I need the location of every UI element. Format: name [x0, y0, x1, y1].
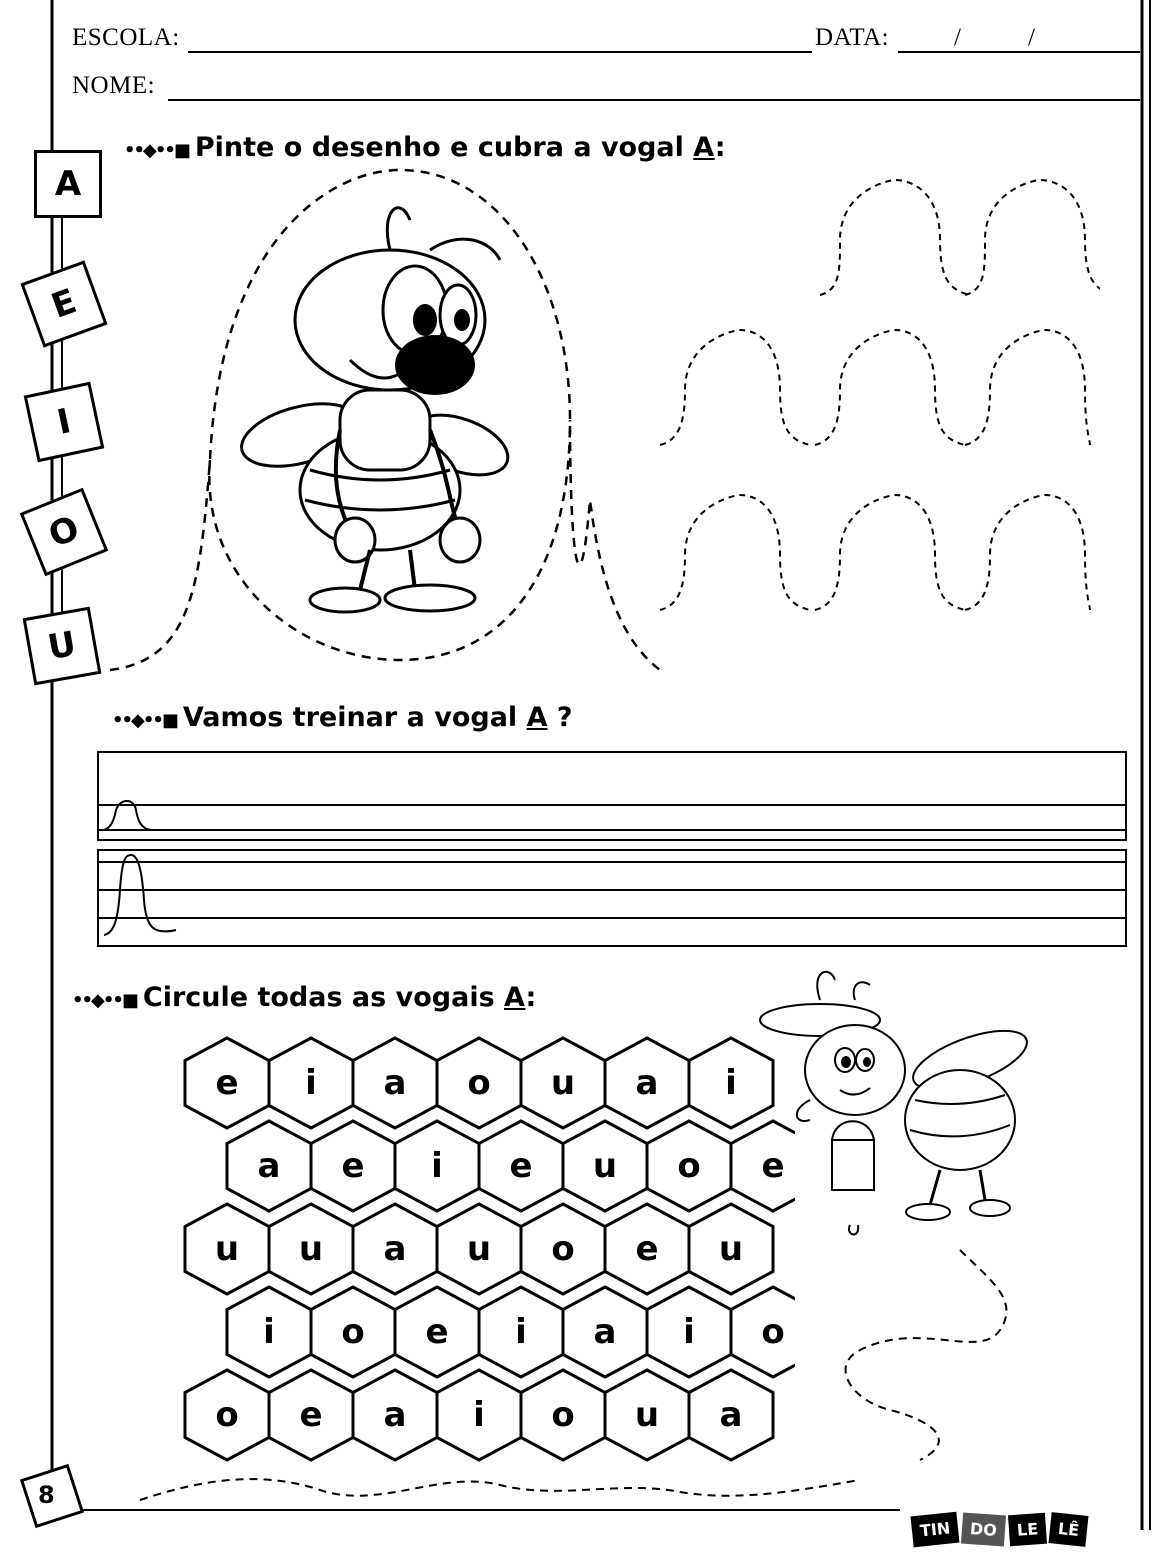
honeycomb-letter[interactable]: a: [383, 1229, 407, 1269]
section3-instruction: ••◆••■ Circule todas as vogais A:: [72, 982, 537, 1013]
vowel-box-o: O: [20, 488, 109, 577]
section1-instruction: ••◆••■ Pinte o desenho e cubra a vogal A:: [124, 132, 726, 163]
honeycomb-letter[interactable]: i: [263, 1312, 275, 1352]
honeycomb-letter[interactable]: u: [298, 1229, 324, 1269]
honeycomb-letter[interactable]: u: [550, 1063, 576, 1103]
escola-field[interactable]: [188, 30, 812, 54]
honeycomb-letter[interactable]: o: [761, 1312, 785, 1352]
honeycomb-letter[interactable]: e: [341, 1146, 365, 1186]
honeycomb-letter[interactable]: i: [725, 1063, 737, 1103]
honeycomb-letter[interactable]: u: [634, 1395, 660, 1435]
brand-part: LE: [1016, 1519, 1039, 1540]
dotted-flight-path: [60, 1240, 1140, 1520]
honeycomb-letter[interactable]: u: [214, 1229, 240, 1269]
page-number: 8: [38, 1481, 55, 1509]
brand-part: DO: [969, 1519, 998, 1540]
date-separator: /: [954, 24, 962, 51]
brand-logo: [912, 1514, 1087, 1545]
bullet-icon: ••◆••■: [124, 140, 189, 161]
honeycomb-letter[interactable]: u: [466, 1229, 492, 1269]
vowel-box-i: I: [24, 382, 105, 463]
brand-part: TIN: [919, 1518, 952, 1541]
brand-part: LÊ: [1057, 1518, 1081, 1541]
honeycomb-letter[interactable]: e: [509, 1146, 533, 1186]
nome-field[interactable]: [168, 78, 1140, 102]
honeycomb-letter[interactable]: a: [635, 1063, 659, 1103]
honeycomb-letter[interactable]: o: [341, 1312, 365, 1352]
bee-illustration: [230, 190, 520, 630]
bee-with-bucket-illustration: [750, 960, 1050, 1240]
honeycomb-letter[interactable]: i: [515, 1312, 527, 1352]
dotted-a-tracing-grid[interactable]: [650, 170, 1100, 620]
honeycomb-letter[interactable]: i: [305, 1063, 317, 1103]
escola-label: ESCOLA:: [72, 24, 180, 51]
honeycomb-letter[interactable]: e: [299, 1395, 323, 1435]
honeycomb-letter[interactable]: a: [719, 1395, 743, 1435]
date-separator: /: [1028, 24, 1036, 51]
honeycomb-letter[interactable]: e: [635, 1229, 659, 1269]
writing-practice-area[interactable]: [96, 750, 1131, 950]
honeycomb-letter[interactable]: i: [431, 1146, 443, 1186]
section2-instruction: ••◆••■ Vamos treinar a vogal A ?: [112, 702, 573, 733]
nome-label: NOME:: [72, 72, 156, 99]
honeycomb-letter[interactable]: o: [467, 1063, 491, 1103]
vowel-box-e: E: [20, 260, 107, 347]
honeycomb-letter[interactable]: o: [551, 1229, 575, 1269]
data-label: DATA:: [815, 24, 890, 51]
honeycomb-letter[interactable]: o: [551, 1395, 575, 1435]
bullet-icon: ••◆••■: [72, 990, 137, 1011]
honeycomb-letter[interactable]: u: [718, 1229, 744, 1269]
honeycomb-letter[interactable]: e: [215, 1063, 239, 1103]
honeycomb-letter[interactable]: e: [761, 1146, 785, 1186]
honeycomb-letter[interactable]: i: [683, 1312, 695, 1352]
honeycomb-letter[interactable]: i: [473, 1395, 485, 1435]
honeycomb-letter[interactable]: u: [592, 1146, 618, 1186]
date-field[interactable]: [898, 30, 1140, 54]
honeycomb-letter[interactable]: a: [593, 1312, 617, 1352]
honeycomb-letter[interactable]: a: [383, 1063, 407, 1103]
bullet-icon: ••◆••■: [112, 710, 177, 731]
honeycomb-letter[interactable]: a: [383, 1395, 407, 1435]
honeycomb-letter[interactable]: o: [677, 1146, 701, 1186]
honeycomb-letter[interactable]: e: [425, 1312, 449, 1352]
honeycomb-letter[interactable]: o: [215, 1395, 239, 1435]
vowel-box-a: A: [34, 150, 102, 218]
vowel-box-u: U: [23, 607, 102, 686]
honeycomb-letter[interactable]: a: [257, 1146, 281, 1186]
